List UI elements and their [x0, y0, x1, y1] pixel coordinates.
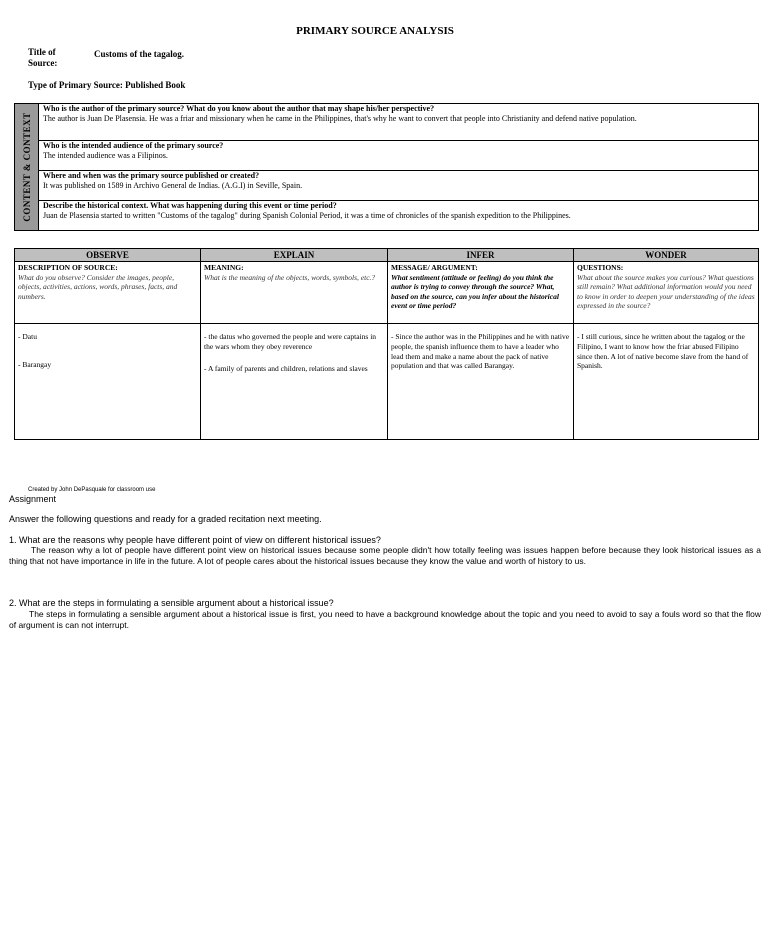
source-type-line: Type of Primary Source: Published Book — [28, 80, 186, 90]
explain-prompt — [201, 262, 387, 324]
page-title: PRIMARY SOURCE ANALYSIS — [296, 25, 454, 37]
infer-answer — [388, 324, 573, 371]
wonder-answer — [574, 324, 758, 371]
answer-item: - the datus who governed the people and were captains in the wars whom they obey reverence — [204, 332, 377, 351]
answer-item: - I still curious, since he written about the tagalog or the Filipino, I want to know how the friar abused Filipino since then. A lot of native become slave from the hand of Spanish. — [577, 332, 749, 371]
source-title-label: Title of Source: — [28, 47, 58, 68]
assignment-heading: Assignment — [9, 494, 57, 504]
credit-line: Created by John DePasquale for classroom use — [28, 487, 156, 493]
context-question: Who is the intended audience of the primary source? — [43, 141, 224, 150]
assignment-instructions: Answer the following questions and ready for a graded recitation next meeting. — [9, 514, 322, 524]
question-2: 2. What are the steps in formulating a sensible argument about a historical issue? — [9, 598, 334, 608]
prompt-label: DESCRIPTION OF SOURCE: — [18, 263, 118, 272]
side-label-text: CONTENT & CONTEXT — [21, 112, 32, 222]
analysis-grid — [14, 248, 759, 440]
context-row-audience — [39, 141, 758, 171]
wonder-header: WONDER — [574, 249, 758, 262]
content-context-table — [14, 103, 759, 231]
prompt-label: MESSAGE/ ARGUMENT: — [391, 263, 478, 272]
prompt-label: QUESTIONS: — [577, 263, 624, 272]
explain-answer — [201, 324, 387, 373]
context-question: Who is the author of the primary source? What do you know about the author that may shape his/her perspective? — [43, 104, 435, 113]
context-answer: Juan de Plasensia started to written "Customs of the tagalog" during Spanish Colonial Period, it was a time of chronicles of the spanish expedition to the Philippines. — [43, 211, 571, 220]
answer-2: The steps in formulating a sensible argument about a historical issue is first, you need to have a background knowledge about the topic and you need to avoid to say a fouls word so that the flow of argument is can not interrupt. — [9, 609, 761, 630]
answer-item: - Since the author was in the Philippines and he with native people, the spanish influence them to have a leader who lead them and make a name about the pack of native population and that was called Barangay. — [391, 332, 570, 371]
answer-item: - A family of parents and children, relations and slaves — [204, 363, 368, 373]
answer-1: The reason why a lot of people have different point view on historical issues because some people didn't how totally feeling was issues happen before because they look historical issues as a thing that not have importance in life in the future. A lot of people cares about the historical issues because they know the value and worth of history to us. — [9, 545, 761, 566]
observe-answer — [15, 324, 200, 370]
prompt-text: What about the source makes you curious? What questions still remain? What additional information would you need to know in order to deepen your understanding of the ideas expressed in the source? — [577, 272, 755, 311]
infer-column — [388, 249, 574, 439]
prompt-text: What do you observe? Consider the images, people, objects, activities, actions, words, phrases, facts, and numbers. — [18, 272, 178, 301]
infer-header: INFER — [388, 249, 573, 262]
explain-header: EXPLAIN — [201, 249, 387, 262]
context-row-published — [39, 171, 758, 201]
observe-header: OBSERVE — [15, 249, 200, 262]
wonder-prompt — [574, 262, 758, 324]
content-context-side-label — [15, 104, 39, 230]
context-question: Describe the historical context. What was happening during this event or time period? — [43, 201, 337, 210]
prompt-text: What sentiment (attitude or feeling) do you think the author is trying to convey through the source? What, based on the source, can you infer about the historical event or time period? — [391, 272, 559, 311]
answer-item: - Datu — [18, 332, 37, 341]
context-answer: The author is Juan De Plasensia. He was a friar and missionary when he came in the Philippines, that's why he want to convert that people into Christianity and defend native population. — [43, 114, 637, 123]
observe-prompt — [15, 262, 200, 324]
infer-prompt — [388, 262, 573, 324]
context-question: Where and when was the primary source published or created? — [43, 171, 260, 180]
prompt-text: What is the meaning of the objects, words, symbols, etc.? — [204, 272, 376, 282]
answer-item: - Barangay — [18, 359, 52, 369]
context-answer: The intended audience was a Filipinos. — [43, 151, 168, 160]
source-title-value: Customs of the tagalog. — [94, 49, 184, 59]
prompt-label: MEANING: — [204, 263, 244, 272]
context-row-historical — [39, 201, 758, 231]
observe-column — [15, 249, 201, 439]
question-1: 1. What are the reasons why people have different point of view on different historical issues? — [9, 535, 381, 545]
wonder-column — [574, 249, 758, 439]
context-row-author — [39, 104, 758, 141]
explain-column — [201, 249, 388, 439]
context-answer: It was published on 1589 in Archivo General de Indias. (A.G.I) in Seville, Spain. — [43, 181, 303, 190]
